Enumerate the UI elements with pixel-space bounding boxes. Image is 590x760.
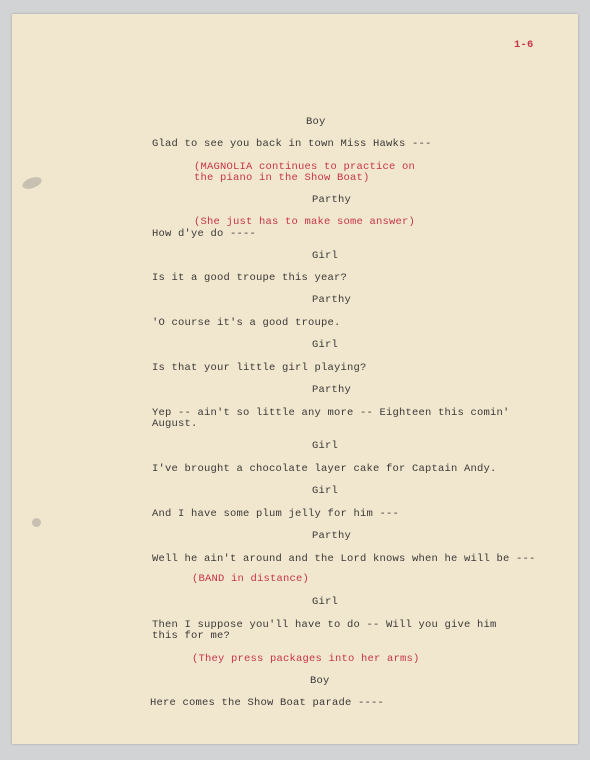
dialogue-line: August. <box>152 418 198 430</box>
page-number: 1-6 <box>514 39 534 51</box>
stage-direction: (She just has to make some answer) <box>194 216 416 228</box>
dialogue-line: Then I suppose you'll have to do -- Will you give him <box>152 619 497 631</box>
dialogue-line: Here comes the Show Boat parade ---- <box>150 697 385 709</box>
speaker-name: Boy <box>310 675 330 687</box>
dialogue-line: Well he ain't around and the Lord knows when he will be --- <box>152 553 536 565</box>
binder-hole-mark <box>21 175 43 191</box>
dialogue-line: Is that your little girl playing? <box>152 362 367 374</box>
dialogue-line: Is it a good troupe this year? <box>152 272 348 284</box>
dialogue-line: And I have some plum jelly for him --- <box>152 508 400 520</box>
dialogue-line: 'O course it's a good troupe. <box>152 317 341 329</box>
speaker-name: Parthy <box>312 194 352 206</box>
speaker-name: Girl <box>312 485 339 497</box>
dialogue-line: I've brought a chocolate layer cake for Captain Andy. <box>152 463 497 475</box>
stage-direction: the piano in the Show Boat) <box>194 172 370 184</box>
speaker-name: Parthy <box>312 294 352 306</box>
stage-direction: (MAGNOLIA continues to practice on <box>194 161 416 173</box>
speaker-name: Girl <box>312 250 339 262</box>
dialogue-line: Yep -- ain't so little any more -- Eighteen this comin' <box>152 407 510 419</box>
binder-hole-mark <box>32 518 41 527</box>
speaker-name: Parthy <box>312 384 352 396</box>
dialogue-line: How d'ye do ---- <box>152 228 257 240</box>
speaker-name: Girl <box>312 596 339 608</box>
stage-direction: (BAND in distance) <box>192 573 310 585</box>
script-page <box>12 14 578 744</box>
speaker-name: Girl <box>312 339 339 351</box>
stage-direction: (They press packages into her arms) <box>192 653 420 665</box>
dialogue-line: this for me? <box>152 630 231 642</box>
dialogue-line: Glad to see you back in town Miss Hawks --- <box>152 138 432 150</box>
speaker-name: Boy <box>306 116 326 128</box>
speaker-name: Parthy <box>312 530 352 542</box>
speaker-name: Girl <box>312 440 339 452</box>
